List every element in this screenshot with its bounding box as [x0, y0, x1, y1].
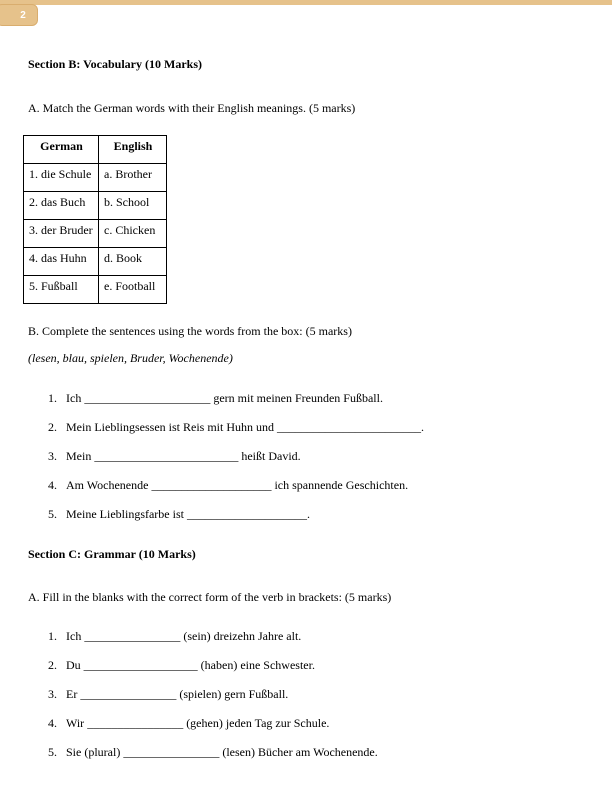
item-number: 1. [48, 629, 57, 643]
list-item [48, 478, 584, 492]
sentence-pre: Er [66, 687, 81, 701]
table-cell-english-3: c. Chicken [99, 220, 167, 248]
blank-line: ____________________ [151, 478, 272, 492]
item-number: 4. [48, 478, 57, 492]
list-item [48, 745, 584, 759]
sentence-post: (spielen) gern Fußball. [176, 687, 289, 701]
sentence-post: (gehen) jeden Tag zur Schule. [183, 716, 330, 730]
page-number-badge [0, 4, 38, 26]
list-item [48, 658, 584, 672]
sentence-post: . [421, 420, 424, 434]
table-cell-german-4: 4. das Huhn [24, 248, 99, 276]
sentence-pre: Sie (plural) [66, 745, 124, 759]
list-item [48, 507, 584, 521]
table-header-english: English [99, 136, 167, 164]
sentence-pre: Ich [66, 629, 85, 643]
item-number: 3. [48, 687, 57, 701]
sentence-post: (haben) eine Schwester. [197, 658, 315, 672]
blank-line: ________________ [80, 687, 177, 701]
page-number: 2 [20, 9, 26, 21]
sentence-post: . [306, 507, 310, 521]
blank-line: ________________________ [277, 420, 421, 434]
blank-line: ________________________ [94, 449, 239, 463]
blank-line: ___________________ [83, 658, 198, 672]
table-header-german: German [24, 136, 99, 164]
blank-line: ________________ [84, 629, 181, 643]
sentence-pre: Wir [66, 716, 88, 730]
section-c [28, 547, 584, 759]
sentence-post: ich spannende Geschichten. [271, 478, 409, 492]
section-b-fill-list [28, 391, 584, 521]
section-b-part-a-instruction: A. Match the German words with their English meanings. (5 marks) [28, 101, 356, 115]
table-cell-english-1: a. Brother [99, 164, 167, 192]
sentence-pre: Mein Lieblingsessen ist Reis mit Huhn und [66, 420, 277, 434]
blank-line: ____________________ [186, 507, 307, 521]
section-b-heading: Section B: Vocabulary (10 Marks) [28, 57, 202, 71]
table-cell-english-5: e. Football [99, 276, 167, 304]
section-c-part-a-instruction: A. Fill in the blanks with the correct form of the verb in brackets: (5 marks) [28, 590, 392, 604]
sentence-pre: Mein [66, 449, 95, 463]
table-row [24, 220, 167, 248]
table-row [24, 276, 167, 304]
item-number: 2. [48, 420, 57, 434]
item-number: 5. [48, 507, 57, 521]
table-header-row [24, 136, 167, 164]
list-item [48, 391, 584, 405]
sentence-pre: Du [66, 658, 84, 672]
table-row [24, 164, 167, 192]
sentence-pre: Am Wochenende [66, 478, 152, 492]
list-item [48, 687, 584, 701]
list-item [48, 716, 584, 730]
sentence-post: (lesen) Bücher am Wochenende. [219, 745, 378, 759]
table-row [24, 192, 167, 220]
word-box: (lesen, blau, spielen, Bruder, Wochenende) [28, 351, 233, 365]
blank-line: ________________ [87, 716, 184, 730]
document-content [28, 57, 584, 759]
item-number: 1. [48, 391, 57, 405]
sentence-pre: Ich [66, 391, 85, 405]
item-number: 3. [48, 449, 57, 463]
top-accent-bar [0, 0, 612, 5]
list-item [48, 449, 584, 463]
table-row [24, 248, 167, 276]
blank-line: ________________ [123, 745, 220, 759]
table-cell-german-5: 5. Fußball [24, 276, 99, 304]
table-cell-german-2: 2. das Buch [24, 192, 99, 220]
list-item [48, 629, 584, 643]
table-cell-german-1: 1. die Schule [24, 164, 99, 192]
item-number: 4. [48, 716, 57, 730]
table-cell-english-4: d. Book [99, 248, 167, 276]
vocabulary-match-table [23, 135, 167, 304]
section-c-fill-list [28, 629, 584, 759]
item-number: 2. [48, 658, 57, 672]
section-b [28, 57, 584, 521]
list-item [48, 420, 584, 434]
sentence-post: (sein) dreizehn Jahre alt. [180, 629, 302, 643]
section-c-heading: Section C: Grammar (10 Marks) [28, 547, 196, 561]
section-b-part-b-instruction: B. Complete the sentences using the words from the box: (5 marks) [28, 324, 352, 338]
table-cell-english-2: b. School [99, 192, 167, 220]
sentence-post: gern mit meinen Freunden Fußball. [210, 391, 383, 405]
item-number: 5. [48, 745, 57, 759]
blank-line: _____________________ [84, 391, 211, 405]
sentence-pre: Meine Lieblingsfarbe ist [66, 507, 187, 521]
sentence-post: heißt David. [238, 449, 301, 463]
table-cell-german-3: 3. der Bruder [24, 220, 99, 248]
